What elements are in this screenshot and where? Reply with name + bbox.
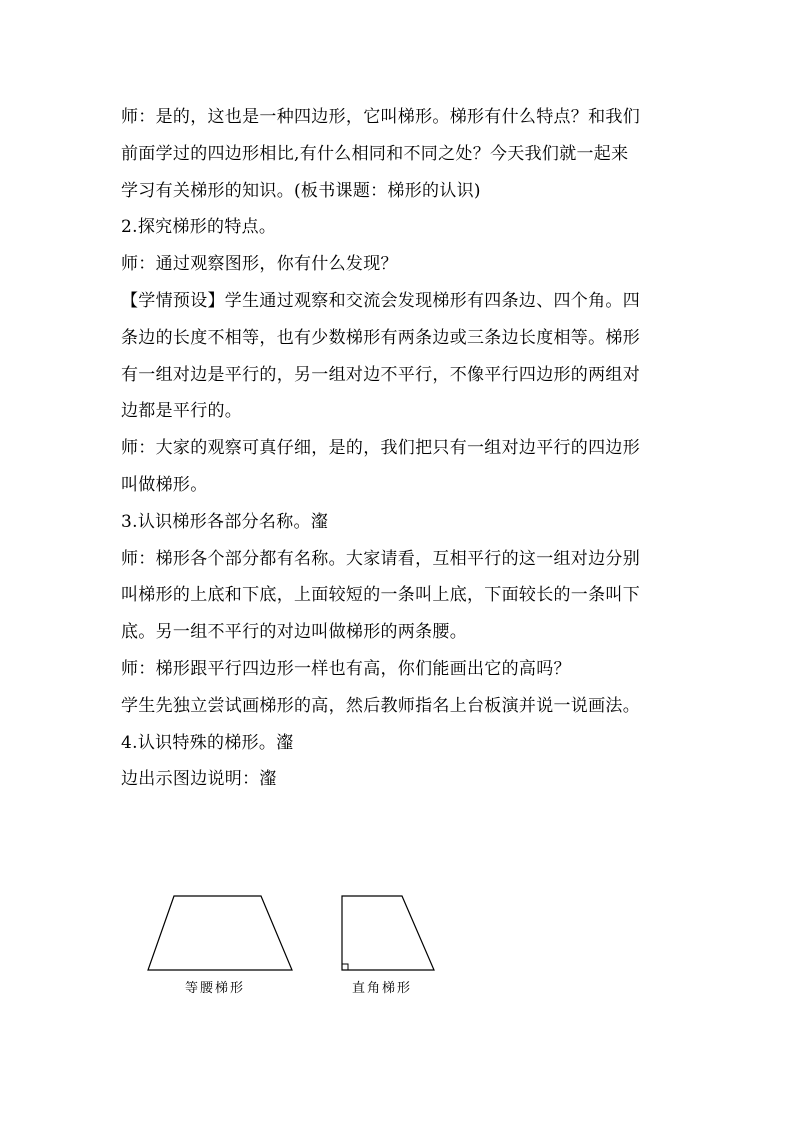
right-trapezoid-shape <box>336 890 446 975</box>
document-body <box>121 99 676 798</box>
paragraph-line: 学生先独立尝试画梯形的高，然后教师指名上台板演并说一说画法。 <box>121 695 640 716</box>
paragraph-line: 前面学过的四边形相比,有什么相同和不同之处？今天我们就一起来 <box>121 143 629 164</box>
paragraph-line: 师：梯形跟平行四边形一样也有高，你们能画出它的高吗？ <box>121 658 571 679</box>
paragraph-line: 学习有关梯形的知识。(板书课题：梯形的认识) <box>121 180 481 201</box>
paragraph-line: 师：大家的观察可真仔细，是的，我们把只有一组对边平行的四边形 <box>121 438 640 459</box>
paragraph-line: 边都是平行的。 <box>121 401 243 422</box>
isosceles-trapezoid-figure <box>140 890 300 996</box>
paragraph-line: 底。另一组不平行的对边叫做梯形的两条腰。 <box>121 622 467 643</box>
paragraph-line: 叫做梯形。 <box>121 474 208 495</box>
section-heading: 3.认识梯形各部分名称。瀣 <box>121 511 329 532</box>
trapezoid-figures <box>140 890 460 1000</box>
paragraph-line: 边出示图边说明：瀣 <box>121 769 277 790</box>
right-trapezoid-label: 直角梯形 <box>352 981 413 996</box>
paragraph-line: 叫梯形的上底和下底，上面较短的一条叫上底，下面较长的一条叫下 <box>121 585 640 606</box>
paragraph-line: 有一组对边是平行的，另一组对边不平行，不像平行四边形的两组对 <box>121 364 640 385</box>
paragraph-line: 师：是的，这也是一种四边形，它叫梯形。梯形有什么特点？和我们 <box>121 107 640 127</box>
paragraph-line: 【学情预设】学生通过观察和交流会发现梯形有四条边、四个角。四 <box>121 290 640 311</box>
section-heading: 4.认识特殊的梯形。瀣 <box>121 732 294 753</box>
paragraph-line: 师：通过观察图形，你有什么发现？ <box>121 254 398 275</box>
right-trapezoid-figure <box>336 890 446 996</box>
isosceles-trapezoid-shape <box>140 890 300 975</box>
right-angle-mark <box>342 964 348 970</box>
isosceles-trapezoid-label: 等腰梯形 <box>185 981 246 996</box>
paragraph-line: 师：梯形各个部分都有名称。大家请看，互相平行的这一组对边分别 <box>121 548 640 569</box>
section-heading: 2.探究梯形的特点。 <box>121 217 277 238</box>
paragraph-line: 条边的长度不相等，也有少数梯形有两条边或三条边长度相等。梯形 <box>121 327 640 348</box>
